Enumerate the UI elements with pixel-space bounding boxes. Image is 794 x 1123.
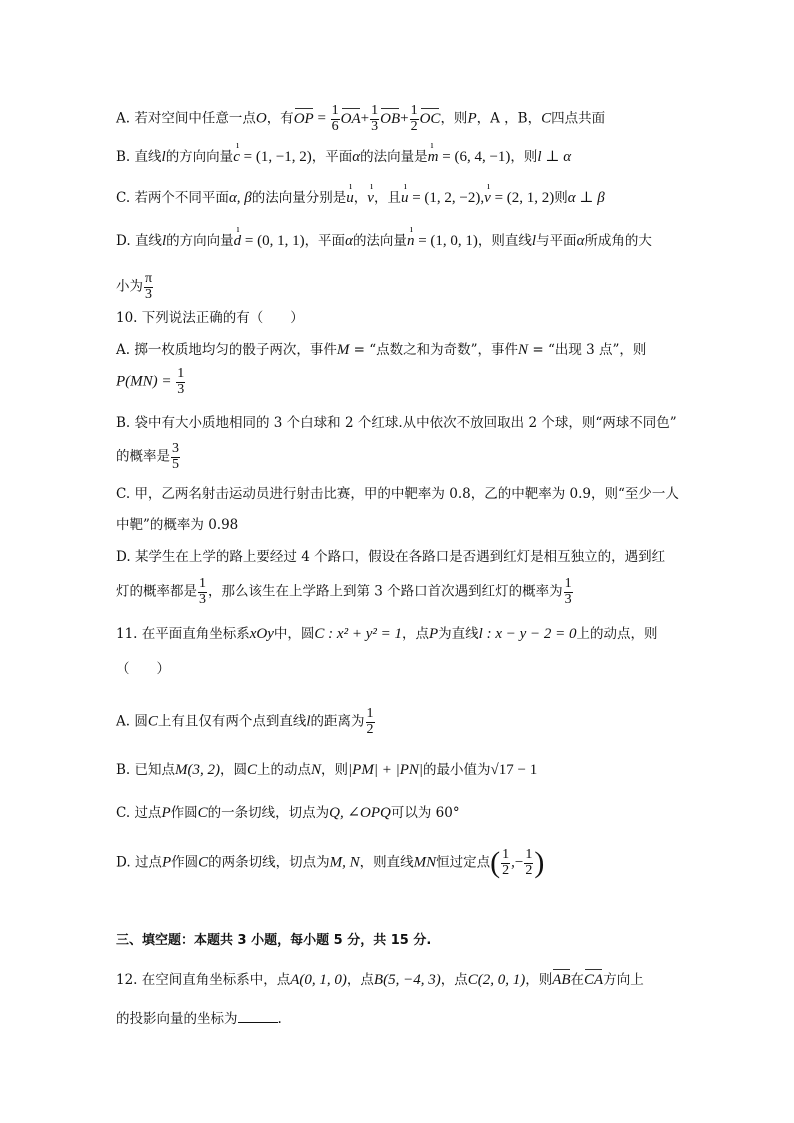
- right-paren: ): [534, 846, 545, 880]
- fraction: $\frac{1}{2}$: [525, 847, 533, 878]
- q10-option-d-cont: 灯的概率都是 $\frac{1}{3}$ ，那么该生在上学路上到第 3 个路口首次遇到红灯的概率为 $\frac{1}{3}$: [116, 576, 572, 607]
- answer-blank[interactable]: [238, 1010, 278, 1023]
- q10-option-b-cont: 的概率是 $\frac{3}{5}$: [116, 441, 179, 472]
- q10-option-c: C. 甲，乙两名射击运动员进行射击比赛，甲的中靶率为 0.8，乙的中靶率为 0.9，则“至少一人: [116, 486, 679, 502]
- q11-option-c: C. 过点P作圆C的一条切线，切点为Q, ∠OPQ可以为 60°: [116, 805, 460, 821]
- q9-option-a: A. 若对空间中任意一点O，有OP = $\frac{1}{6}$ OA+ $\frac{1}{3}$ OB+ $\frac{1}{2}$ OC，则P，A ，B，C四点共面: [116, 103, 606, 134]
- left-paren: (: [490, 846, 501, 880]
- q11-stem: 11. 在平面直角坐标系xOy中，圆C : x² + y² = 1，点P为直线l : x − y − 2 = 0上的动点，则: [116, 626, 658, 642]
- fraction: $\frac{1}{2}$: [502, 847, 510, 878]
- q11-option-b: B. 已知点M(3, 2)，圆C上的动点N，则|PM| + |PN|的最小值为√17 − 1: [116, 762, 538, 778]
- section-three-title: 三、填空题：本题共 3 小题，每小题 5 分，共 15 分.: [116, 933, 432, 948]
- fraction: $\frac{1}{3}$: [564, 576, 572, 607]
- fraction: $\frac{1}{6}$: [331, 103, 339, 134]
- q11-option-d: D. 过点P作圆C的两条切线，切点为M, N，则直线MN恒过定点( $\frac{1}{2}$ ,− $\frac{1}{2}$ ): [116, 846, 545, 880]
- fraction: $\frac{\pi}{3}$: [145, 271, 153, 302]
- q9-option-c: C. 若两个不同平面α, β的法向量分别是ı u，ı v，且ı u = (1, 2, −2),ı v = (2, 1, 2)则α ⊥ β: [116, 191, 605, 206]
- fraction: $\frac{1}{2}$: [366, 706, 374, 737]
- fraction: $\frac{3}{5}$: [172, 441, 179, 472]
- q9-option-b: B. 直线l的方向向量ı c = (1, −1, 2)，平面α的法向量是ı m = (6, 4, −1)，则l ⊥ α: [116, 150, 571, 165]
- q11-paren: （ ）: [116, 661, 170, 677]
- q9-option-d-cont: 小为 $\frac{\pi}{3}$: [116, 271, 153, 302]
- q10-title: 10. 下列说法正确的有（ ）: [116, 310, 304, 326]
- fraction: $\frac{1}{3}$: [371, 103, 379, 134]
- q10-option-b: B. 袋中有大小质地相同的 3 个白球和 2 个红球.从中依次不放回取出 2 个球，则“两球不同色”: [116, 415, 677, 431]
- q10-option-d: D. 某学生在上学的路上要经过 4 个路口，假设在各路口是否遇到红灯是相互独立的，遇到红: [116, 549, 666, 565]
- fraction: $\frac{1}{3}$: [177, 366, 185, 397]
- q12-cont: 的投影向量的坐标为 .: [116, 1011, 282, 1027]
- fraction: $\frac{1}{3}$: [199, 576, 206, 607]
- q10-option-a-cont: P(MN) = $\frac{1}{3}$: [116, 366, 185, 397]
- q12-stem: 12. 在空间直角坐标系中，点A(0, 1, 0)，点B(5, −4, 3)，点C(2, 0, 1)，则AB在CA方向上: [116, 972, 644, 988]
- q10-option-c-cont: 中靶”的概率为 0.98: [116, 517, 239, 533]
- q9-option-d: D. 直线l的方向向量ı d = (0, 1, 1)，平面α的法向量ı n = (1, 0, 1)，则直线l与平面α所成角的大: [116, 234, 652, 249]
- q10-option-a: A. 掷一枚质地均匀的骰子两次，事件M = “点数之和为奇数”，事件N = “出现 3 点”，则: [116, 342, 647, 358]
- fraction: $\frac{1}{2}$: [410, 103, 418, 134]
- q11-option-a: A. 圆C上有且仅有两个点到直线l的距离为 $\frac{1}{2}$: [116, 706, 374, 737]
